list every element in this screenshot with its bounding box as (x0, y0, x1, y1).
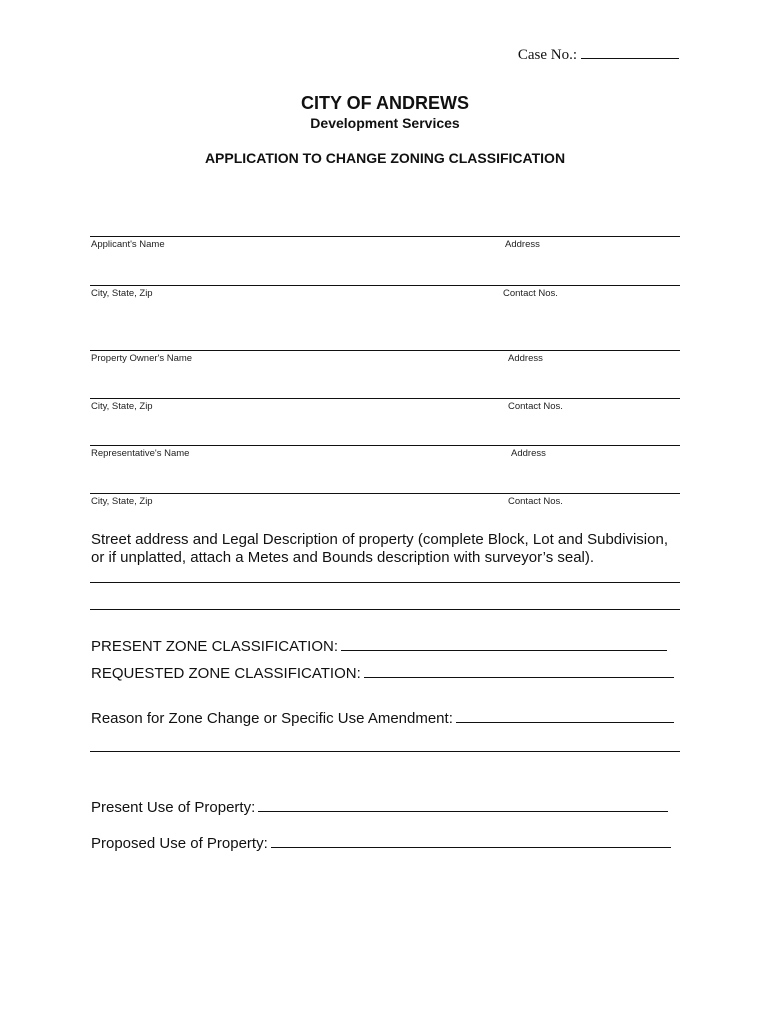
applicant-address-label: Address (505, 239, 540, 250)
property-description-line-1: Street address and Legal Description of property (complete Block, Lot and Subdivision, (91, 531, 668, 548)
case-number-blank[interactable] (581, 46, 679, 59)
property-description-blank-1[interactable] (90, 582, 680, 583)
representative-contact-label: Contact Nos. (508, 496, 563, 507)
owner-name-line[interactable] (90, 350, 680, 351)
representative-city-line[interactable] (90, 493, 680, 494)
applicant-city-line[interactable] (90, 285, 680, 286)
proposed-use-label: Proposed Use of Property: (91, 835, 268, 852)
present-use-field (91, 798, 668, 817)
form-title: APPLICATION TO CHANGE ZONING CLASSIFICATION (204, 150, 566, 166)
owner-city-label: City, State, Zip (91, 401, 153, 412)
reason-field (91, 709, 674, 728)
department-subtitle: Development Services (310, 115, 460, 131)
present-use-label: Present Use of Property: (91, 799, 256, 816)
case-number-field (518, 46, 679, 64)
present-zone-label: PRESENT ZONE CLASSIFICATION: (91, 638, 338, 655)
reason-label: Reason for Zone Change or Specific Use Amendment: (91, 710, 453, 727)
applicant-city-label: City, State, Zip (91, 288, 153, 299)
applicant-contact-label: Contact Nos. (503, 288, 558, 299)
requested-zone-label: REQUESTED ZONE CLASSIFICATION: (91, 665, 361, 682)
present-zone-blank[interactable] (341, 637, 667, 651)
requested-zone-field (91, 664, 674, 683)
representative-name-line[interactable] (90, 445, 680, 446)
representative-city-label: City, State, Zip (91, 496, 153, 507)
proposed-use-field (91, 834, 671, 853)
property-description-line-2: or if unplatted, attach a Metes and Bounds description with surveyor’s seal). (91, 549, 595, 566)
property-description-blank-2[interactable] (90, 609, 680, 610)
owner-city-line[interactable] (90, 398, 680, 399)
owner-name-label: Property Owner's Name (91, 353, 193, 364)
present-zone-field (91, 637, 667, 656)
owner-contact-label: Contact Nos. (508, 401, 563, 412)
proposed-use-blank[interactable] (271, 834, 671, 848)
applicant-name-line[interactable] (90, 236, 680, 237)
case-number-label: Case No.: (517, 47, 577, 63)
reason-blank[interactable] (456, 709, 674, 723)
city-title: CITY OF ANDREWS (300, 93, 469, 113)
owner-address-label: Address (508, 353, 543, 364)
representative-address-label: Address (511, 448, 546, 459)
present-use-blank[interactable] (258, 798, 668, 812)
requested-zone-blank[interactable] (364, 664, 674, 678)
reason-blank-2[interactable] (90, 751, 680, 752)
applicant-name-label: Applicant's Name (91, 239, 165, 250)
representative-name-label: Representative's Name (91, 448, 190, 459)
